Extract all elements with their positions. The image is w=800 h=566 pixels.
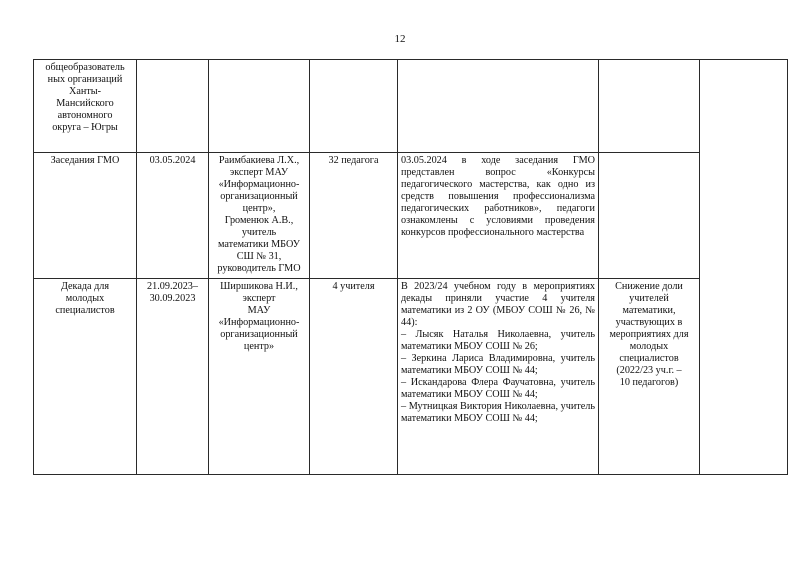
responsible-text-line: МАУ [247, 305, 271, 316]
responsible-text-line: учитель [241, 227, 277, 238]
note-text-line: мероприятиях для [609, 329, 689, 340]
note-text-line: Снижение доли [615, 281, 683, 292]
responsible-cell [209, 60, 310, 153]
note-cell [599, 60, 700, 153]
note-text-line: (2022/23 уч.г. – [616, 365, 682, 376]
participants-cell [310, 60, 398, 153]
note-text-line: участвующих в [615, 317, 683, 328]
event-cell [34, 279, 137, 475]
responsible-text-line: математики МБОУ [218, 239, 300, 250]
responsible-text-line: эксперт [242, 293, 276, 304]
result-cell [398, 279, 599, 475]
event-text-line: автономного [57, 110, 113, 121]
note-text-line: молодых [629, 341, 669, 352]
date-cell [137, 279, 209, 475]
date-text-line: 21.09.2023– [147, 281, 198, 292]
responsible-cell [209, 279, 310, 475]
note-text-line: учителей [629, 293, 669, 304]
responsible-text-line: руководитель ГМО [217, 263, 301, 274]
responsible-text-line: Ширшикова Н.И., [220, 281, 298, 292]
page-number: 12 [394, 33, 406, 45]
participants-cell: 32 педагога [310, 153, 398, 279]
responsible-text-line: Громенюк А.В., [224, 215, 294, 226]
note-cell [599, 279, 700, 475]
responsible-text-line: организационный [220, 191, 298, 202]
responsible-text-line: «Информационно- [218, 317, 300, 328]
event-text-line: Ханты- [68, 86, 102, 97]
event-text-line: молодых [65, 293, 105, 304]
event-text-line: Заседания ГМО [50, 155, 120, 166]
date-cell: 03.05.2024 [137, 153, 209, 279]
event-text-line: округа – Югры [52, 122, 118, 133]
event-text-line: специалистов [55, 305, 115, 316]
responsible-text-line: «Информационно- [218, 179, 300, 190]
event-cell [34, 153, 137, 279]
result-paragraph: В 2023/24 учебном году в мероприятиях декады приняли участие 4 учителя математики из 2 ОУ (МБОУ СОШ № 26, № 44): [401, 281, 595, 328]
responsible-text-line: эксперт МАУ [229, 167, 289, 178]
responsible-text-line: центр», [242, 203, 276, 214]
result-list-item: – Зеркина Лариса Владимировна, учитель математики МБОУ СОШ № 44; [401, 353, 595, 376]
responsible-text-line: центр» [243, 341, 275, 352]
responsible-text-line: СШ № 31, [236, 251, 282, 262]
event-text-line: Мансийского [56, 98, 114, 109]
participants-cell: 4 учителя [310, 279, 398, 475]
event-cell [34, 60, 137, 153]
result-cell [398, 153, 599, 279]
result-list-item: – Мутницкая Виктория Николаевна, учитель математики МБОУ СОШ № 44; [401, 401, 595, 424]
event-text-line: Декада для [60, 281, 110, 292]
result-list-item: – Лысяк Наталья Николаевна, учитель математики МБОУ СОШ № 26; [401, 329, 595, 352]
responsible-text-line: Раимбакиева Л.Х., [218, 155, 300, 166]
table-row [34, 279, 788, 475]
note-text-line: 10 педагогов) [619, 377, 679, 388]
note-text-line: специалистов [619, 353, 679, 364]
result-paragraph: 03.05.2024 в ходе заседания ГМО представлен вопрос «Конкурсы педагогического мастерства, как одно из средств повышения профессионализма педагогических работников», педагоги ознакомлены с условиями проведения конкурсов профессионального мастерства [401, 155, 595, 238]
table-row [34, 153, 788, 279]
result-cell [398, 60, 599, 153]
last-column-cell [700, 60, 788, 475]
date-cell [137, 60, 209, 153]
event-text-line: ных организаций [47, 74, 123, 85]
date-text-line: 30.09.2023 [149, 293, 196, 304]
event-text-line: общеобразователь [45, 62, 125, 73]
table-row [34, 60, 788, 153]
responsible-text-line: организационный [220, 329, 298, 340]
note-cell [599, 153, 700, 279]
responsible-cell [209, 153, 310, 279]
events-table [33, 59, 788, 475]
result-list-item: – Искандарова Флера Фаучатовна, учитель математики МБОУ СОШ № 44; [401, 377, 595, 400]
note-text-line: математики, [622, 305, 676, 316]
